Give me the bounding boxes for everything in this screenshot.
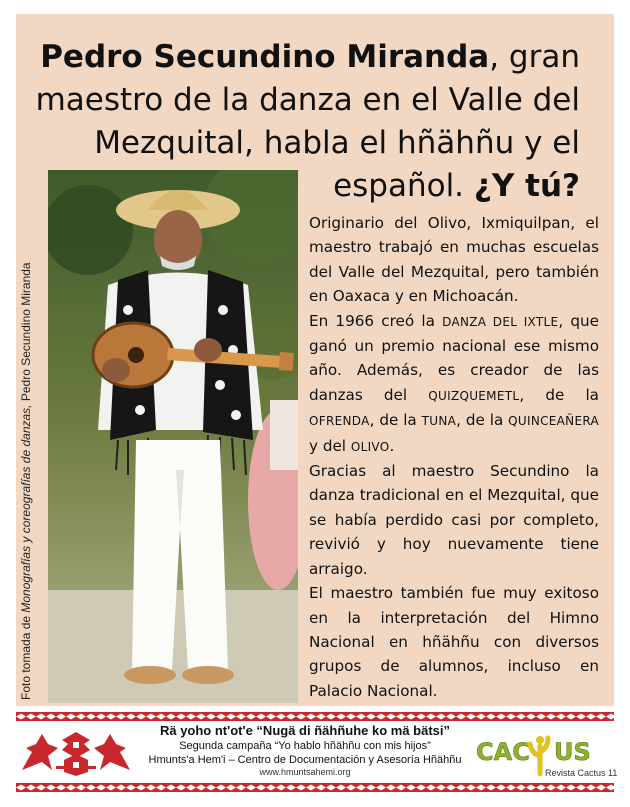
decorative-border-bottom — [16, 783, 614, 792]
campaign-title-hnahnu: Rä yoho nt'ot'e “Nugä di ñähñuhe ko mä bätsi” — [159, 723, 451, 738]
organization-name: Hmunts'a Hem'i – Centro de Documentación y Asesoría Hñähñu — [148, 754, 462, 766]
decorative-border-top — [16, 712, 614, 721]
dance-olivo: OLIVO — [350, 439, 390, 454]
organization-website: www.hmuntsahemi.org — [259, 767, 351, 777]
photo-credit-italic: Monografías y coreografías de danzas, — [19, 404, 33, 613]
cactus-caption: Revista Cactus 11 — [545, 768, 618, 778]
svg-text:US: US — [554, 738, 591, 766]
dance-quinceanera: QUINCEAÑERA — [508, 414, 599, 429]
svg-text:CAC: CAC — [476, 738, 530, 766]
photo-credit-suffix: Pedro Secundino Miranda — [19, 262, 33, 405]
paragraph-origin: Originario del Olivo, Ixmiquilpan, el maestro trabajó en muchas escuelas del Valle del Mezquital, pero también en Oaxaca y en Michoacán. — [309, 214, 599, 306]
title-question: ¿Y tú? — [473, 168, 580, 204]
campaign-subtitle: Segunda campaña “Yo hablo hñähñu con mis hijos” — [179, 740, 431, 752]
body-text — [309, 211, 599, 703]
dance-quizquemetl: QUIZQUEMETL — [428, 388, 520, 403]
photo-credit-prefix: Foto tomada de — [19, 612, 33, 700]
portrait-illustration — [48, 170, 298, 703]
dance-ofrenda: OFRENDA — [309, 414, 370, 429]
title-text: , gran maestro de la danza en el Valle del Mezquital, habla el hñähñu y el español. — [35, 39, 580, 204]
dance-ixtle: DANZA DEL IXTLE — [442, 314, 559, 329]
photo-credit — [16, 260, 36, 700]
title-name: Pedro Secundino Miranda — [40, 39, 490, 75]
campaign-footer — [140, 722, 470, 778]
dance-tuna: TUNA — [421, 414, 457, 429]
paragraph-revival: Gracias al maestro Secundino la danza tradicional en el Mezquital, que se había perdido casi por completo, revivió y hoy nuevamente tiene arraigo. — [309, 462, 599, 578]
paragraph-anthem: El maestro también fue muy exitoso en la interpretación del Himno Nacional en hñähñu con diversos grupos de alumnos, incluso en Palacio Nacional. — [309, 584, 599, 700]
paragraph-dances: En 1966 creó la DANZA DEL IXTLE, que ganó un premio nacional ese mismo año. Además, es creador de las danzas del QUIZQUEMETL, de la OFRENDA, de la TUNA, de la QUINCEAÑERA y del OLIVO. — [309, 311, 600, 455]
embroidered-birds-logo — [18, 730, 134, 776]
portrait-photo — [48, 170, 298, 703]
